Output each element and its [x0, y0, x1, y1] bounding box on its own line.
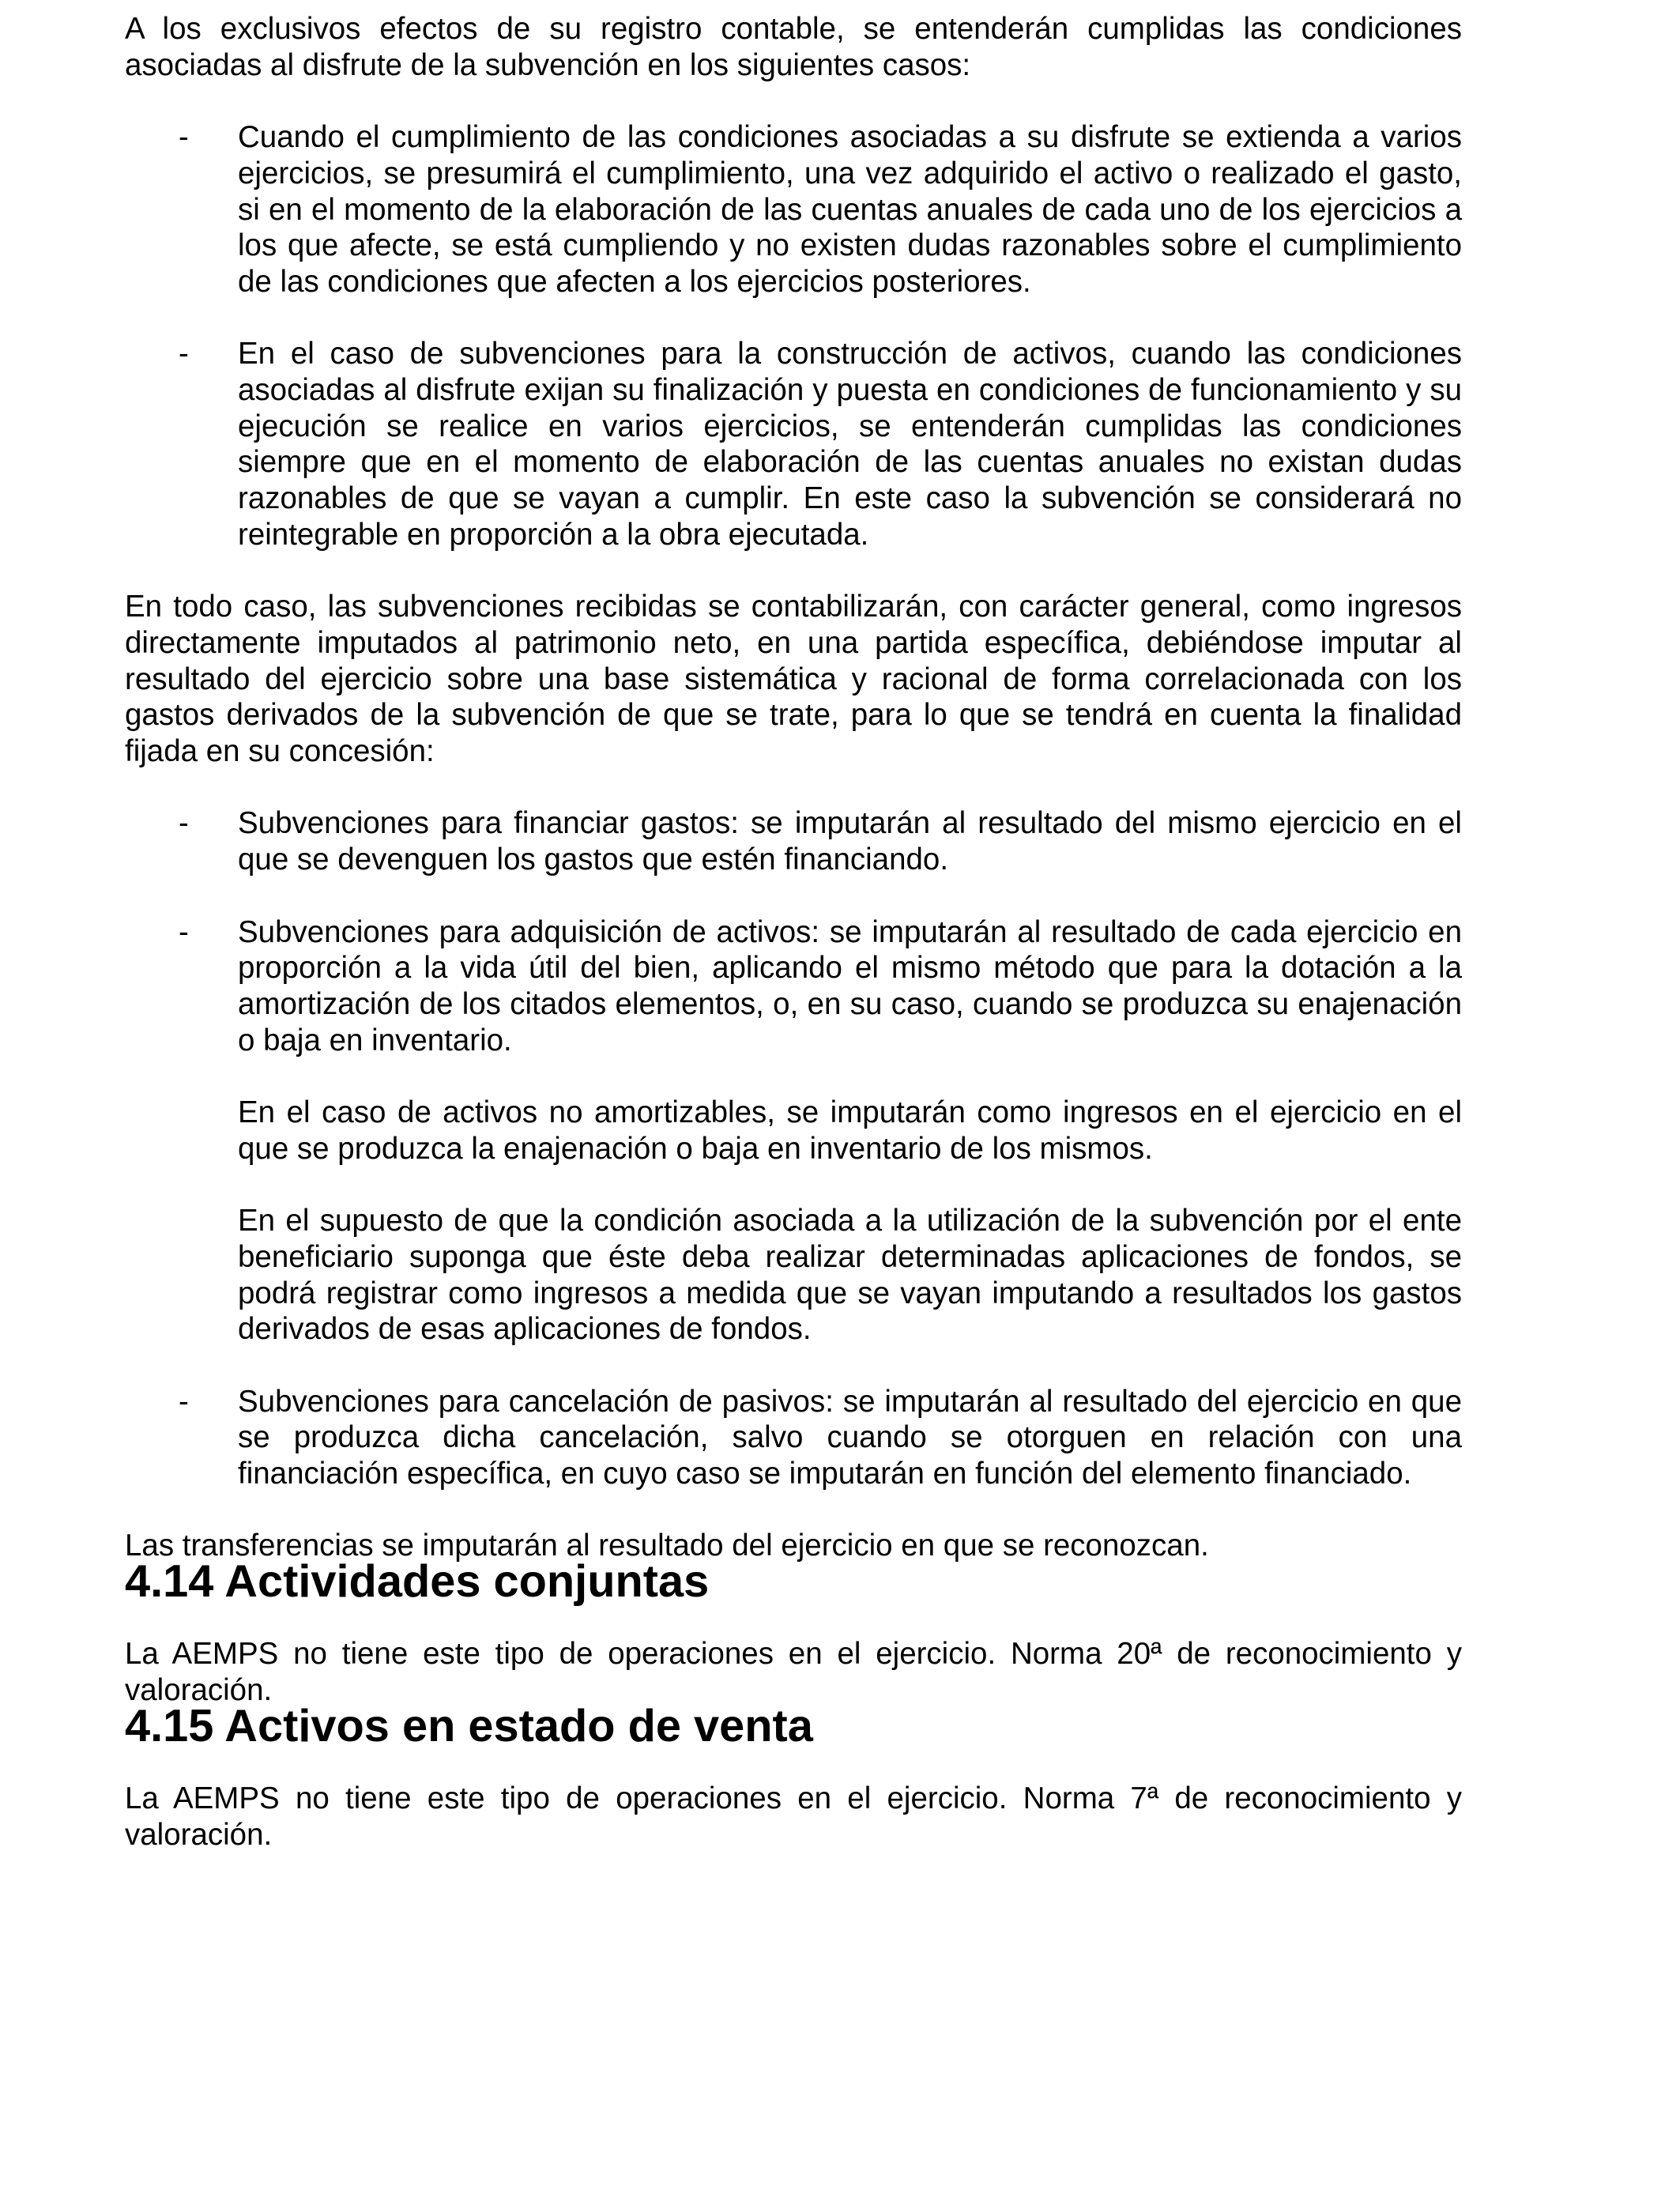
body-paragraph: Las transferencias se imputarán al resultado del ejercicio en que se reconozcan. [125, 1529, 1209, 1563]
list-dash: - [179, 337, 189, 371]
intro-paragraph: A los exclusivos efectos de su registro contable, se entenderán cumplidas las condiciones asociadas al disfrute de la subvención en los siguientes casos: [125, 12, 1462, 82]
list-item-text: Subvenciones para adquisición de activos: se imputarán al resultado de cada ejercicio en proporción a la vida útil del bien, aplicando el mismo método que para la dotación a la amortización de los citados elementos, o, en su caso, cuando se produzca su enajenación o baja en inventario. [238, 914, 1462, 1057]
list-item [125, 119, 1462, 300]
section-heading: 4.15 Activos en estado de venta [125, 1700, 813, 1751]
list-item [125, 805, 1462, 877]
list-item-text: En el caso de subvenciones para la construcción de activos, cuando las condiciones asociadas al disfrute exijan su finalización y puesta en condiciones de funcionamiento y su ejecución se realice en varios ejercicios, se entenderán cumplidas las condiciones siempre que en el momento de elaboración de las cuentas anuales no existan dudas razonables de que se vayan a cumplir. En este caso la subvención se considerará no reintegrable en proporción a la obra ejecutada. [238, 337, 1462, 552]
list-dash: - [179, 914, 189, 949]
list-dash: - [179, 1384, 189, 1419]
list-dash: - [179, 120, 189, 155]
list-item [125, 1384, 1462, 1492]
body-paragraph: En todo caso, las subvenciones recibidas se contabilizarán, con carácter general, como ingresos directamente imputados al patrimonio neto, en una partida específica, debiéndose imputar al resultado del ejercicio sobre una base sistemática y racional de forma correlacionada con los gastos derivados de la subvención de que se trate, para lo que se tendrá en cuenta la finalidad fijada en su concesión: [125, 590, 1462, 769]
list-item [125, 914, 1462, 1059]
section-body: La AEMPS no tiene este tipo de operaciones en el ejercicio. Norma 20ª de reconocimiento y valoración. [125, 1637, 1462, 1708]
section-body: La AEMPS no tiene este tipo de operaciones en el ejercicio. Norma 7ª de reconocimiento y valoración. [125, 1781, 1462, 1852]
list-item-text: Subvenciones para cancelación de pasivos: se imputarán al resultado del ejercicio en que se produzca dicha cancelación, salvo cuando se otorguen en relación con una financiación específica, en cuyo caso se imputarán en función del elemento financiado. [238, 1384, 1462, 1491]
indented-paragraph: En el supuesto de que la condición asociada a la utilización de la subvención por el ente beneficiario suponga que éste deba realizar determinadas aplicaciones de fondos, se podrá registrar como ingresos a medida que se vayan imputando a resultados los gastos derivados de esas aplicaciones de fondos. [238, 1204, 1462, 1347]
list-dash: - [179, 806, 189, 841]
indented-paragraph: En el caso de activos no amortizables, se imputarán como ingresos en el ejercicio en el que se produzca la enajenación o baja en inventario de los mismos. [238, 1095, 1462, 1166]
list-item-text: Cuando el cumplimiento de las condiciones asociadas a su disfrute se extienda a varios ejercicios, se presumirá el cumplimiento, una vez adquirido el activo o realizado el gasto, si en el momento de la elaboración de las cuentas anuales de cada uno de los ejercicios a los que afecte, se está cumpliendo y no existen dudas razonables sobre el cumplimiento de las condiciones que afecten a los ejercicios posteriores. [238, 120, 1462, 299]
list-item [125, 336, 1462, 552]
list-item-text: Subvenciones para financiar gastos: se imputarán al resultado del mismo ejercicio en el que se devenguen los gastos que estén financiando. [238, 806, 1462, 877]
document-page [125, 11, 1462, 1853]
section-heading: 4.14 Actividades conjuntas [125, 1556, 710, 1608]
